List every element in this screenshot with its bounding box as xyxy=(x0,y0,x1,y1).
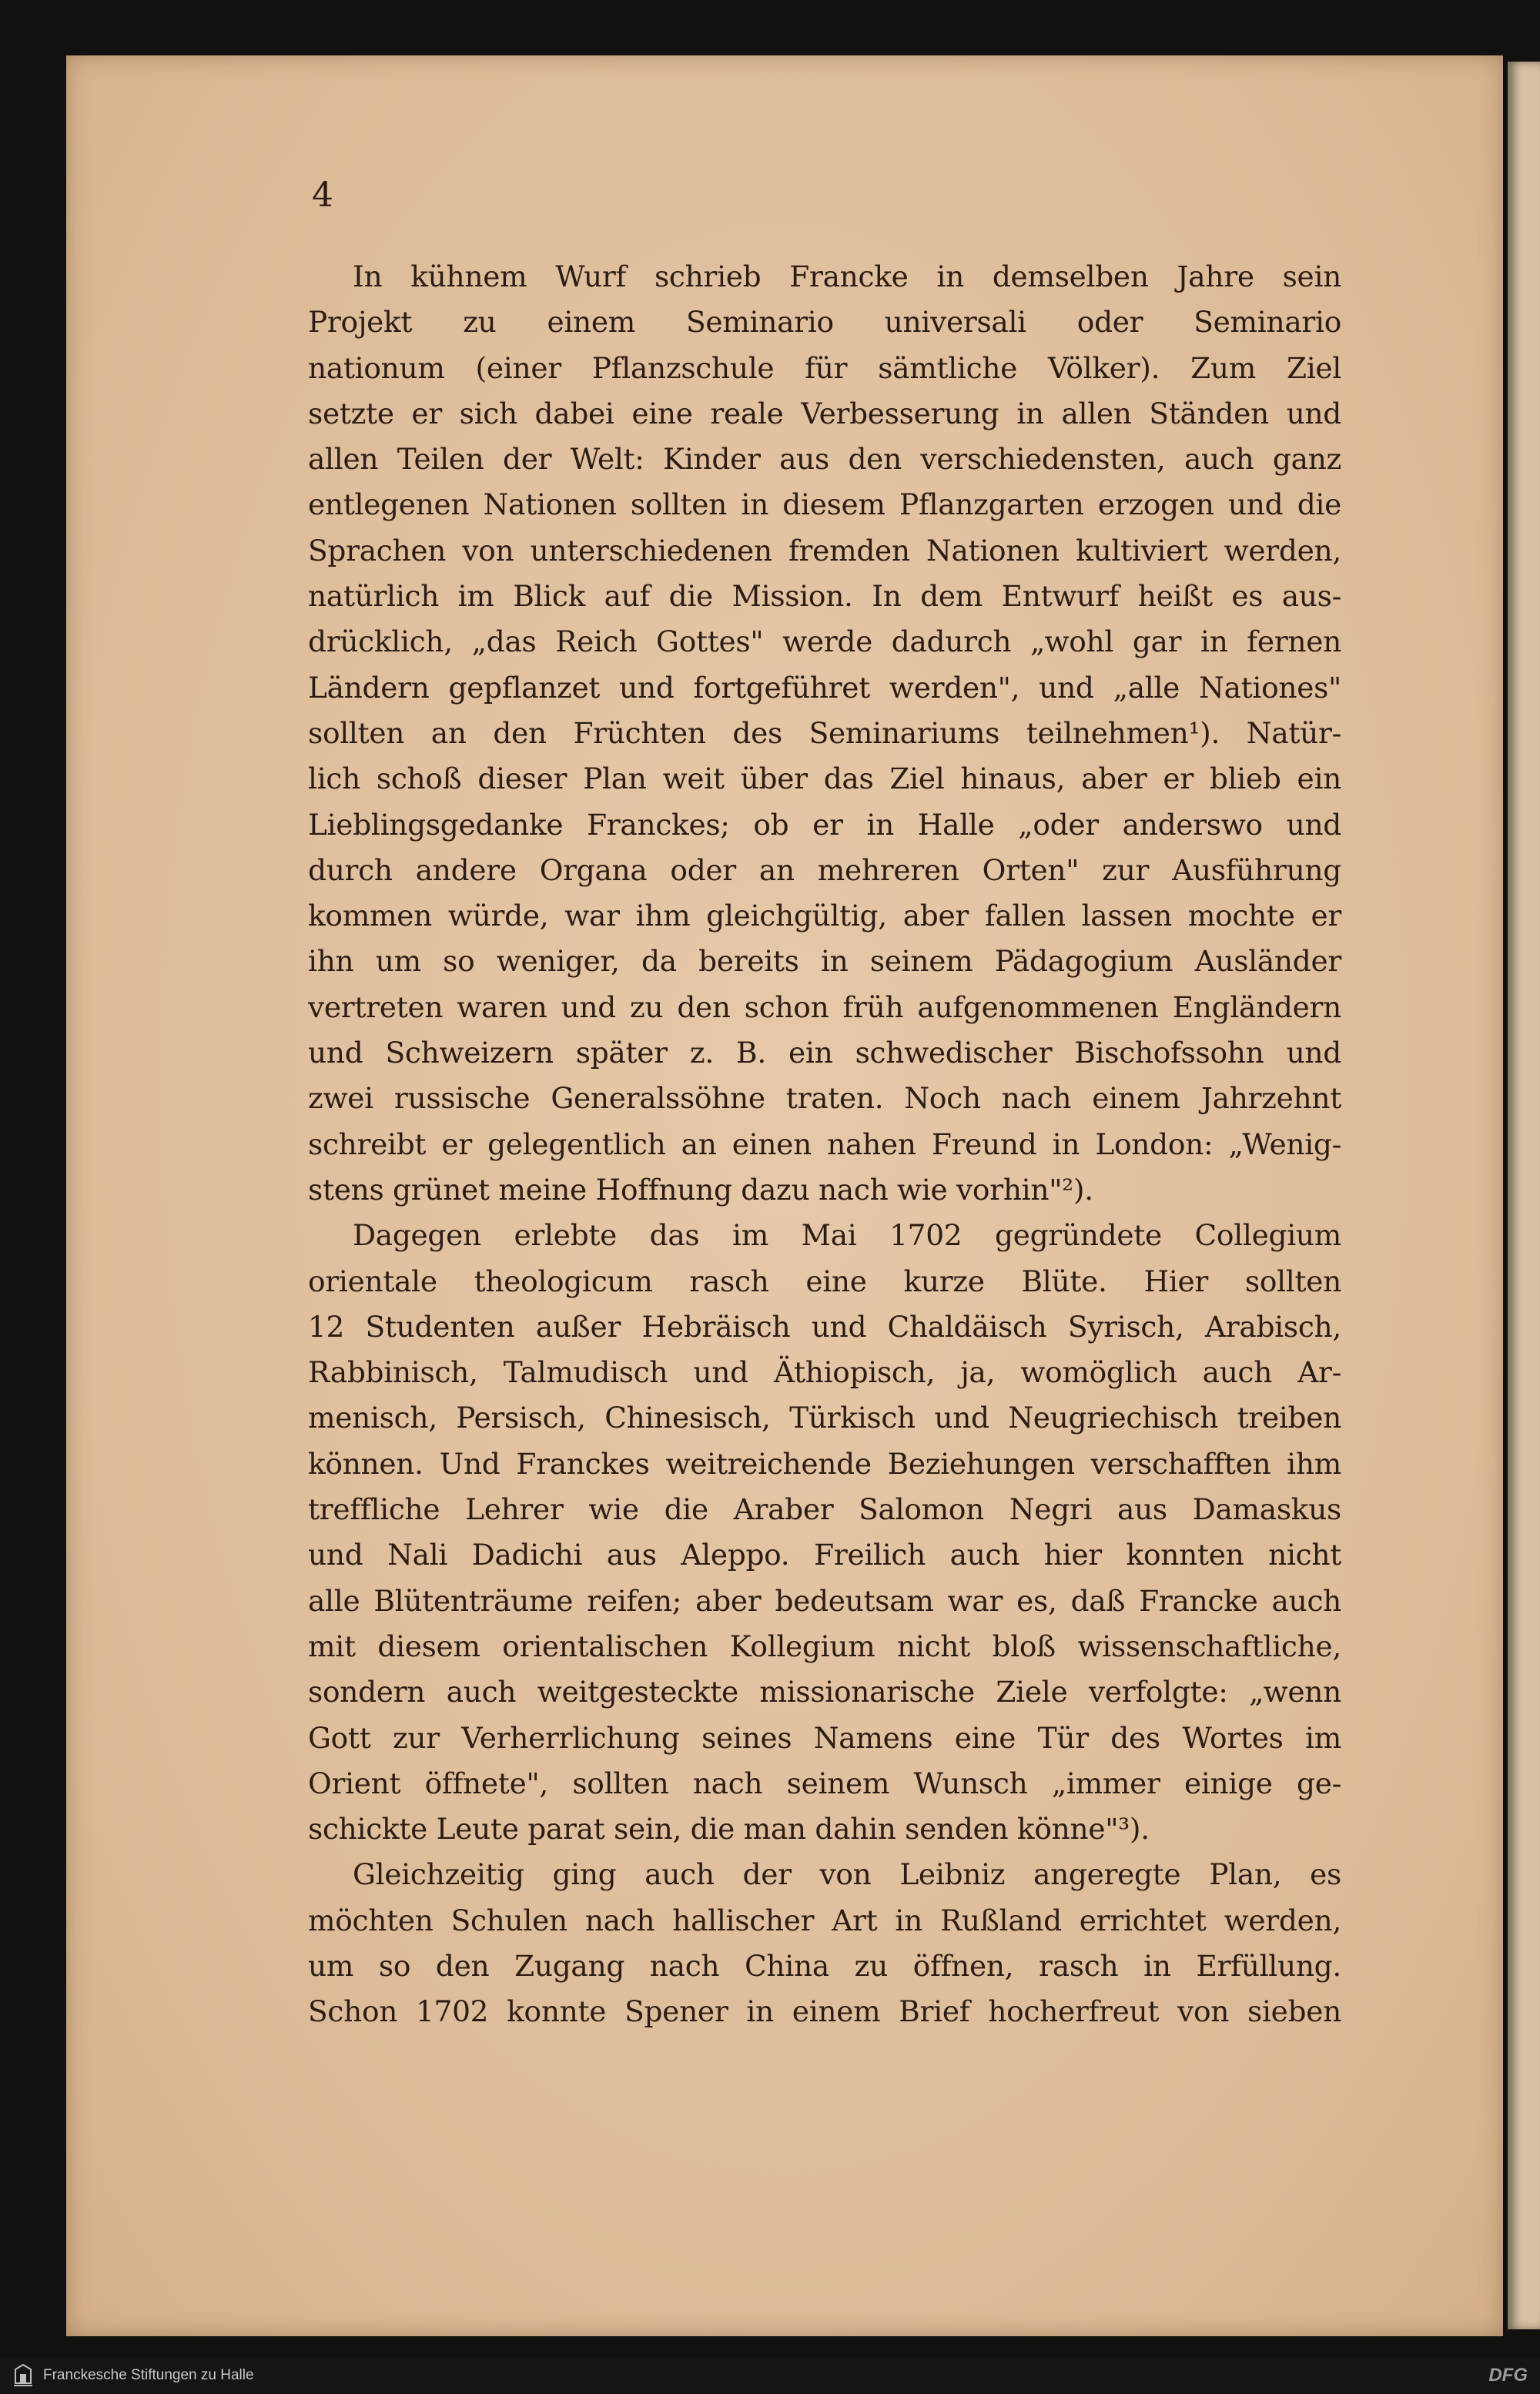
text-line: nationum (einer Pflanzschule für sämtliche Völker). Zum Ziel xyxy=(308,350,1341,385)
text-line: sondern auch weitgesteckte missionarische Ziele verfolgte: „wenn xyxy=(308,1675,1341,1709)
text-line: Projekt zu einem Seminario universali oder Seminario xyxy=(308,305,1341,340)
page-number: 4 xyxy=(312,176,333,215)
text-line: ihn um so weniger, da bereits in seinem Pädagogium Ausländer xyxy=(308,944,1341,979)
footer-bar xyxy=(0,2357,1540,2394)
text-line: Lieblingsgedanke Franckes; ob er in Halle „oder anderswo und xyxy=(308,807,1341,842)
text-line: In kühnem Wurf schrieb Francke in demselben Jahre sein xyxy=(353,259,1341,293)
text-line: menisch, Persisch, Chinesisch, Türkisch und Neugriechisch treiben xyxy=(308,1401,1341,1435)
text-line: Dagegen erlebte das im Mai 1702 gegründete Collegium xyxy=(353,1218,1341,1253)
text-line: lich schoß dieser Plan weit über das Ziel hinaus, aber er blieb ein xyxy=(308,762,1341,796)
text-line: setzte er sich dabei eine reale Verbesserung in allen Ständen und xyxy=(308,396,1341,430)
paragraph-1-end xyxy=(308,1167,1341,1213)
text-line: alle Blütenträume reifen; aber bedeutsam war es, daß Francke auch xyxy=(308,1583,1341,1618)
text-line: schickte Leute parat sein, die man dahin senden könne"³). xyxy=(308,1812,1150,1847)
text-line: und Nali Dadichi aus Aleppo. Freilich auch hier konnten nicht xyxy=(308,1538,1341,1572)
adjacent-page-edge xyxy=(1508,62,1540,2329)
text-line: schreibt er gelegentlich an einen nahen Freund in London: „Wenig- xyxy=(308,1127,1341,1161)
footer-institution: Franckesche Stiftungen zu Halle xyxy=(43,2367,254,2383)
text-line: möchten Schulen nach hallischer Art in Rußland errichtet werden, xyxy=(308,1903,1341,1937)
paragraph-1 xyxy=(308,254,1341,1167)
funder-logo: DFG xyxy=(1488,2365,1528,2386)
paragraph-2-end xyxy=(308,1806,1341,1852)
text-line: drücklich, „das Reich Gottes" werde dadurch „wohl gar in fernen xyxy=(308,624,1341,659)
text-line: treffliche Lehrer wie die Araber Salomon Negri aus Damaskus xyxy=(308,1492,1341,1527)
text-line: kommen würde, war ihm gleichgültig, aber fallen lassen mochte er xyxy=(308,899,1341,933)
text-line: Rabbinisch, Talmudisch und Äthiopisch, ja, womöglich auch Ar- xyxy=(308,1355,1341,1390)
text-line: zwei russische Generalssöhne traten. Noch nach einem Jahrzehnt xyxy=(308,1081,1341,1116)
text-line: Orient öffnete", sollten nach seinem Wunsch „immer einige ge- xyxy=(308,1766,1341,1800)
text-line: orientale theologicum rasch eine kurze Blüte. Hier sollten xyxy=(308,1264,1341,1298)
text-body xyxy=(308,254,1341,2035)
text-line: allen Teilen der Welt: Kinder aus den verschiedensten, auch ganz xyxy=(308,442,1341,477)
text-line: können. Und Franckes weitreichende Beziehungen verschafften ihm xyxy=(308,1446,1341,1481)
text-line: Schon 1702 konnte Spener in einem Brief hocherfreut von sieben xyxy=(308,1994,1341,2029)
text-line: entlegenen Nationen sollten in diesem Pflanzgarten erzogen und die xyxy=(308,487,1341,522)
text-line: Sprachen von unterschiedenen fremden Nationen kultiviert werden, xyxy=(308,533,1341,568)
text-line: mit diesem orientalischen Kollegium nicht bloß wissenschaftliche, xyxy=(308,1629,1341,1663)
text-line: Gott zur Verherrlichung seines Namens eine Tür des Wortes im xyxy=(308,1720,1341,1755)
text-line: vertreten waren und zu den schon früh aufgenommenen Engländern xyxy=(308,989,1341,1024)
paragraph-3 xyxy=(308,1852,1341,2034)
text-line: um so den Zugang nach China zu öffnen, rasch in Erfüllung. xyxy=(308,1948,1341,1983)
text-line: sollten an den Früchten des Seminariums teilnehmen¹). Natür- xyxy=(308,715,1341,750)
text-line: durch andere Organa oder an mehreren Orten" zur Ausführung xyxy=(308,852,1341,887)
text-line: 12 Studenten außer Hebräisch und Chaldäisch Syrisch, Arabisch, xyxy=(308,1309,1341,1344)
text-line: Gleichzeitig ging auch der von Leibniz angeregte Plan, es xyxy=(353,1857,1341,1892)
text-line: natürlich im Blick auf die Mission. In dem Entwurf heißt es aus- xyxy=(308,579,1341,614)
franckesche-stiftungen-logo-icon xyxy=(8,2362,38,2389)
text-line: Ländern gepflanzet und fortgeführet werden", und „alle Nationes" xyxy=(308,670,1341,705)
paragraph-2 xyxy=(308,1213,1341,1806)
text-line: stens grünet meine Hoffnung dazu nach wie vorhin"²). xyxy=(308,1172,1093,1207)
text-line: und Schweizern später z. B. ein schwedischer Bischofssohn und xyxy=(308,1036,1341,1070)
